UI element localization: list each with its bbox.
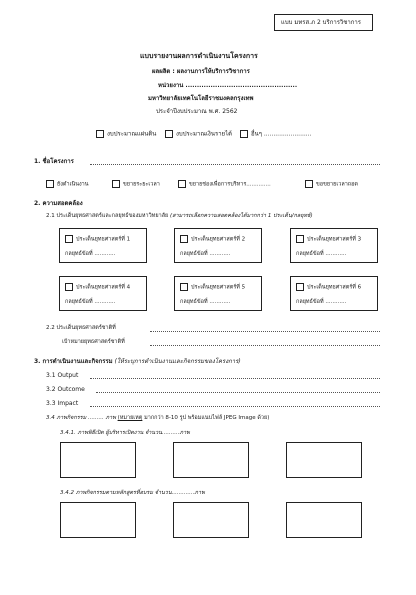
- header-output: ผลผลิต : ผลงานการให้บริการวิชาการ: [152, 68, 250, 75]
- national-goal-label: เป้าหมายยุทธศาสตร์ชาติที่: [62, 339, 125, 345]
- impact-line[interactable]: [90, 406, 380, 407]
- status-option-2[interactable]: ขยายระยะเวลา: [112, 180, 160, 189]
- national-goal-line[interactable]: [150, 345, 380, 346]
- header-unit: หน่วยงาน .................................................: [158, 82, 298, 89]
- budget-option-2[interactable]: งบประมาณเงินรายได้: [165, 130, 232, 138]
- output-line[interactable]: [90, 378, 380, 379]
- photo-placeholder[interactable]: [286, 502, 362, 538]
- photo-placeholder[interactable]: [286, 442, 362, 478]
- status-option-1[interactable]: ยังดำเนินงาน: [46, 180, 89, 189]
- strategy-issue-5[interactable]: ประเด็นยุทธศาสตร์ที่ 5 กลยุทธ์ข้อที่ ............: [174, 276, 262, 311]
- photo-placeholder[interactable]: [173, 502, 249, 538]
- status-option-3[interactable]: ขยายช่องเพื่อการบริหาร..............: [178, 180, 271, 189]
- checkbox-icon[interactable]: [96, 130, 104, 138]
- photo-placeholder[interactable]: [60, 502, 136, 538]
- checkbox-icon[interactable]: [112, 180, 120, 188]
- checkbox-icon[interactable]: [240, 130, 248, 138]
- form-code-box: [274, 14, 373, 31]
- checkbox-icon[interactable]: [165, 130, 173, 138]
- checkbox-icon[interactable]: [296, 235, 304, 243]
- section-3-4-label: 3.4 ภาพกิจกรรม ......... ภาพ (หมายเหตุ มากกว่า 8-10 รูป พร้อมแนบไฟล์ JPEG Image ด้วย): [46, 415, 270, 421]
- strategy-issue-1[interactable]: ประเด็นยุทธศาสตร์ที่ 1 กลยุทธ์ข้อที่ ............: [59, 228, 147, 263]
- form-code: แบบ มทรส.ภ 2 บริการวิชาการ: [281, 19, 361, 26]
- section-3-label: 3. การดำเนินงานและกิจกรรม (ให้ระบุการดำเนินงานและกิจกรรมของโครงการ): [34, 358, 241, 365]
- strategy-issue-6[interactable]: ประเด็นยุทธศาสตร์ที่ 6 กลยุทธ์ข้อที่ ............: [290, 276, 378, 311]
- outcome-label: 3.2 Outcome: [46, 386, 85, 393]
- checkbox-icon[interactable]: [305, 180, 313, 188]
- checkbox-icon[interactable]: [178, 180, 186, 188]
- status-option-4[interactable]: ขอขยายเวลาถอด: [305, 180, 358, 189]
- output-label: 3.1 Output: [46, 372, 79, 379]
- header-university: มหาวิทยาลัยเทคโนโลยีราชมงคลกรุงเทพ: [148, 95, 254, 102]
- strategy-issue-3[interactable]: ประเด็นยุทธศาสตร์ที่ 3 กลยุทธ์ข้อที่ ............: [290, 228, 378, 263]
- checkbox-icon[interactable]: [65, 235, 73, 243]
- checkbox-icon[interactable]: [180, 283, 188, 291]
- budget-option-1[interactable]: งบประมาณแผ่นดิน: [96, 130, 156, 138]
- section-2-label: 2. ความสอดคล้อง: [34, 200, 83, 207]
- impact-label: 3.3 Impact: [46, 400, 79, 407]
- checkbox-icon[interactable]: [46, 180, 54, 188]
- project-name-line[interactable]: [90, 164, 380, 165]
- photo-placeholder[interactable]: [60, 442, 136, 478]
- section-3-4-2-label: 3.4.2 ภาพกิจกรรมตามหลักสูตรที่อบรม จำนวน.............ภาพ: [60, 490, 205, 496]
- outcome-line[interactable]: [96, 392, 380, 393]
- section-2-2-label: 2.2 ประเด็นยุทธศาสตร์ชาติที่: [46, 325, 116, 331]
- budget-option-3[interactable]: อื่นๆ .........................: [240, 130, 312, 138]
- checkbox-icon[interactable]: [180, 235, 188, 243]
- checkbox-icon[interactable]: [296, 283, 304, 291]
- checkbox-icon[interactable]: [65, 283, 73, 291]
- strategy-issue-2[interactable]: ประเด็นยุทธศาสตร์ที่ 2 กลยุทธ์ข้อที่ ............: [174, 228, 262, 263]
- section-2-1-label: 2.1 ประเด็นยุทธศาสตร์และกลยุทธ์ของมหาวิทยาลัย (สามารถเลือกความสอดคล้องได้มากกว่า 1 ประเด็น/กลยุทธ์): [46, 213, 313, 219]
- header-fiscal-year: ประจำปีงบประมาณ พ.ศ. 2562: [156, 108, 238, 115]
- strategy-issue-4[interactable]: ประเด็นยุทธศาสตร์ที่ 4 กลยุทธ์ข้อที่ ............: [59, 276, 147, 311]
- photo-placeholder[interactable]: [173, 442, 249, 478]
- section-1-label: 1. ชื่อโครงการ: [34, 158, 74, 165]
- page-title: แบบรายงานผลการดำเนินงานโครงการ: [140, 52, 258, 60]
- section-3-4-1-label: 3.4.1. ภาพพิธีเปิด ผู้บริหารเปิดงาน จำนวน..........ภาพ: [60, 430, 190, 436]
- national-strategy-line[interactable]: [150, 331, 380, 332]
